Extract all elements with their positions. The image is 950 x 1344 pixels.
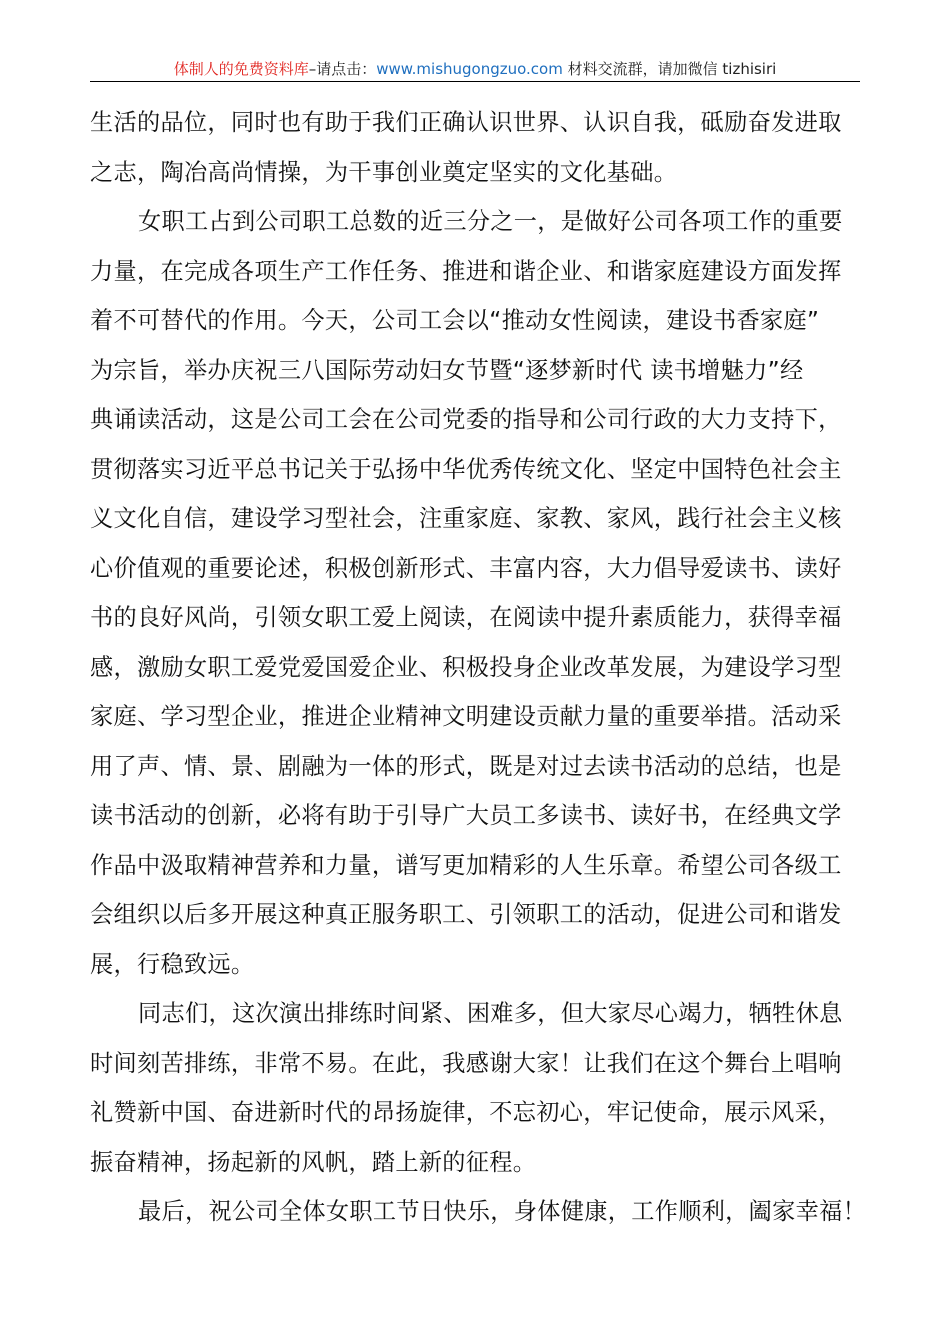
text-line: 书的良好风尚，引领女职工爱上阅读，在阅读中提升素质能力，获得幸福 <box>90 604 842 631</box>
text-line: 时间刻苦排练，非常不易。在此，我感谢大家！让我们在这个舞台上唱响 <box>90 1049 842 1077</box>
paragraph <box>90 98 870 197</box>
text-line: 贯彻落实习近平总书记关于弘扬中华优秀传统文化、坚定中国特色社会主 <box>90 455 842 483</box>
text-line: 会组织以后多开展这种真正服务职工、引领职工的活动，促进公司和谐发 <box>90 901 842 928</box>
text-line: 力量，在完成各项生产工作任务、推进和谐企业、和谐家庭建设方面发挥 <box>90 257 842 285</box>
text-line: 礼赞新中国、奋进新时代的昂扬旋律，不忘初心，牢记使命，展示风采， <box>90 1099 842 1126</box>
text-line: 为宗旨，举办庆祝三八国际劳动妇女节暨“逐梦新时代 读书增魅力”经 <box>90 356 804 384</box>
header-suffix: 材料交流群，请加微信 tizhisiri <box>562 60 777 78</box>
text-line: 最后，祝公司全体女职工节日快乐，身体健康，工作顺利，阖家幸福！ <box>138 1198 867 1225</box>
header-divider <box>90 81 860 82</box>
text-line: 振奋精神，扬起新的风帆，踏上新的征程。 <box>90 1148 537 1176</box>
text-line: 作品中汲取精神营养和力量，谱写更加精彩的人生乐章。希望公司各级工 <box>90 851 842 879</box>
text-line: 义文化自信，建设学习型社会，注重家庭、家教、家风，践行社会主义核 <box>90 505 842 532</box>
text-line: 家庭、学习型企业，推进企业精神文明建设贡献力量的重要举措。活动采 <box>90 703 842 730</box>
text-line: 展，行稳致远。 <box>90 950 255 978</box>
text-line: 着不可替代的作用。今天，公司工会以“推动女性阅读，建设书香家庭” <box>90 307 820 334</box>
text-line: 感，激励女职工爱党爱国爱企业、积极投身企业改革发展，为建设学习型 <box>90 653 842 681</box>
text-line: 用了声、情、景、剧融为一体的形式，既是对过去读书活动的总结，也是 <box>90 752 842 780</box>
text-line: 典诵读活动，这是公司工会在公司党委的指导和公司行政的大力支持下， <box>90 406 842 433</box>
header-prompt: –请点击： <box>308 60 377 78</box>
text-line: 女职工占到公司职工总数的近三分之一，是做好公司各项工作的重要 <box>138 208 843 235</box>
text-line: 同志们，这次演出排练时间紧、困难多，但大家尽心竭力，牺牲休息 <box>138 1000 843 1027</box>
page-header <box>90 58 860 79</box>
paragraph <box>90 1187 870 1237</box>
text-line: 之志，陶冶高尚情操，为干事创业奠定坚实的文化基础。 <box>90 158 678 186</box>
text-line: 生活的品位，同时也有助于我们正确认识世界、认识自我，砥励奋发进取 <box>90 109 842 136</box>
paragraph <box>90 989 870 1187</box>
text-line: 读书活动的创新，必将有助于引导广大员工多读书、读好书，在经典文学 <box>90 802 842 829</box>
document-body <box>90 98 870 1237</box>
paragraph <box>90 197 870 989</box>
header-brand: 体制人的免费资料库 <box>173 60 309 78</box>
text-line: 心价值观的重要论述，积极创新形式、丰富内容，大力倡导爱读书、读好 <box>90 554 842 582</box>
header-link[interactable]: www.mishugongzuo.com <box>376 60 563 78</box>
